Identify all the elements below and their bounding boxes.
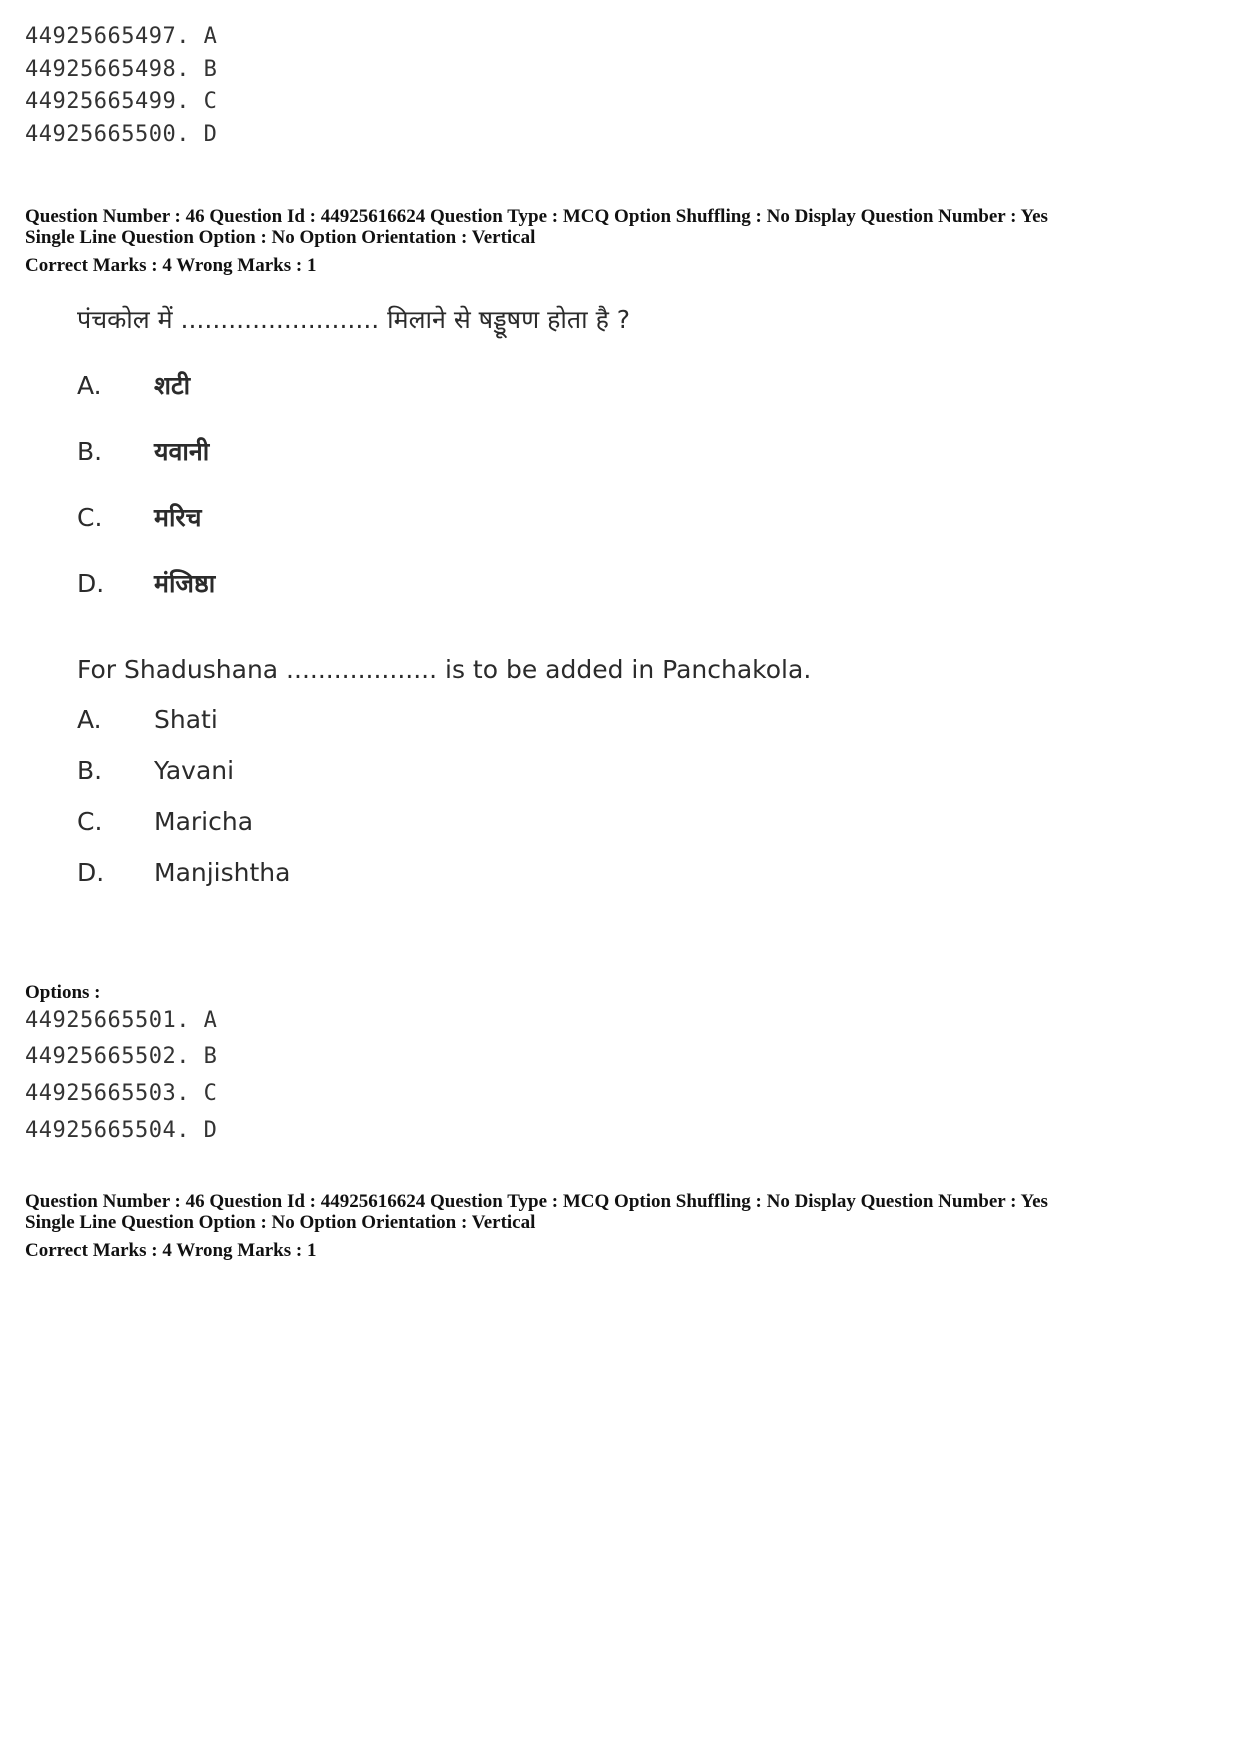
english-question-text: For Shadushana ................... is to be added in Panchakola. bbox=[77, 655, 812, 684]
english-option bbox=[77, 756, 234, 785]
english-option bbox=[77, 807, 253, 836]
option-text: मरिच bbox=[154, 503, 202, 532]
option-id-line: 44925665500. D bbox=[25, 122, 218, 147]
question-options-meta-line: Single Line Question Option : No Option Orientation : Vertical bbox=[25, 227, 536, 248]
option-letter: B. bbox=[77, 437, 103, 466]
options-label: Options : bbox=[25, 982, 101, 1003]
question-options-meta-line: Single Line Question Option : No Option Orientation : Vertical bbox=[25, 1212, 536, 1233]
option-text: Yavani bbox=[154, 756, 235, 785]
option-text: यवानी bbox=[154, 437, 210, 466]
option-letter: B. bbox=[77, 756, 103, 785]
option-letter: C. bbox=[77, 503, 103, 532]
option-text: Maricha bbox=[154, 807, 254, 836]
option-id-line: 44925665498. B bbox=[25, 57, 218, 82]
hindi-option bbox=[77, 368, 190, 402]
answer-option-id: 44925665501. A bbox=[25, 1008, 218, 1033]
hindi-question-text: पंचकोल में ......................... मिलाने से षड्डूषण होता है ? bbox=[77, 305, 631, 334]
marks-line: Correct Marks : 4 Wrong Marks : 1 bbox=[25, 255, 317, 276]
english-option bbox=[77, 705, 218, 734]
answer-option-id: 44925665503. C bbox=[25, 1081, 218, 1106]
answer-option-id: 44925665504. D bbox=[25, 1118, 218, 1143]
option-letter: A. bbox=[77, 705, 102, 734]
option-text: Manjishtha bbox=[154, 858, 291, 887]
option-letter: C. bbox=[77, 807, 103, 836]
option-text: शटी bbox=[154, 371, 191, 400]
option-letter: A. bbox=[77, 371, 102, 400]
question-meta-line: Question Number : 46 Question Id : 44925616624 Question Type : MCQ Option Shuffling : No Display Question Number : Yes bbox=[25, 1191, 1048, 1212]
option-id-line: 44925665497. A bbox=[25, 24, 218, 49]
marks-line: Correct Marks : 4 Wrong Marks : 1 bbox=[25, 1240, 317, 1261]
option-letter: D. bbox=[77, 569, 105, 598]
hindi-option bbox=[77, 500, 202, 534]
option-text: Shati bbox=[154, 705, 218, 734]
option-letter: D. bbox=[77, 858, 105, 887]
answer-option-id: 44925665502. B bbox=[25, 1044, 218, 1069]
english-option bbox=[77, 858, 290, 887]
question-meta-line: Question Number : 46 Question Id : 44925616624 Question Type : MCQ Option Shuffling : No Display Question Number : Yes bbox=[25, 206, 1048, 227]
option-text: मंजिष्ठा bbox=[154, 569, 216, 598]
option-id-line: 44925665499. C bbox=[25, 89, 218, 114]
hindi-option bbox=[77, 434, 209, 468]
hindi-option bbox=[77, 566, 215, 600]
